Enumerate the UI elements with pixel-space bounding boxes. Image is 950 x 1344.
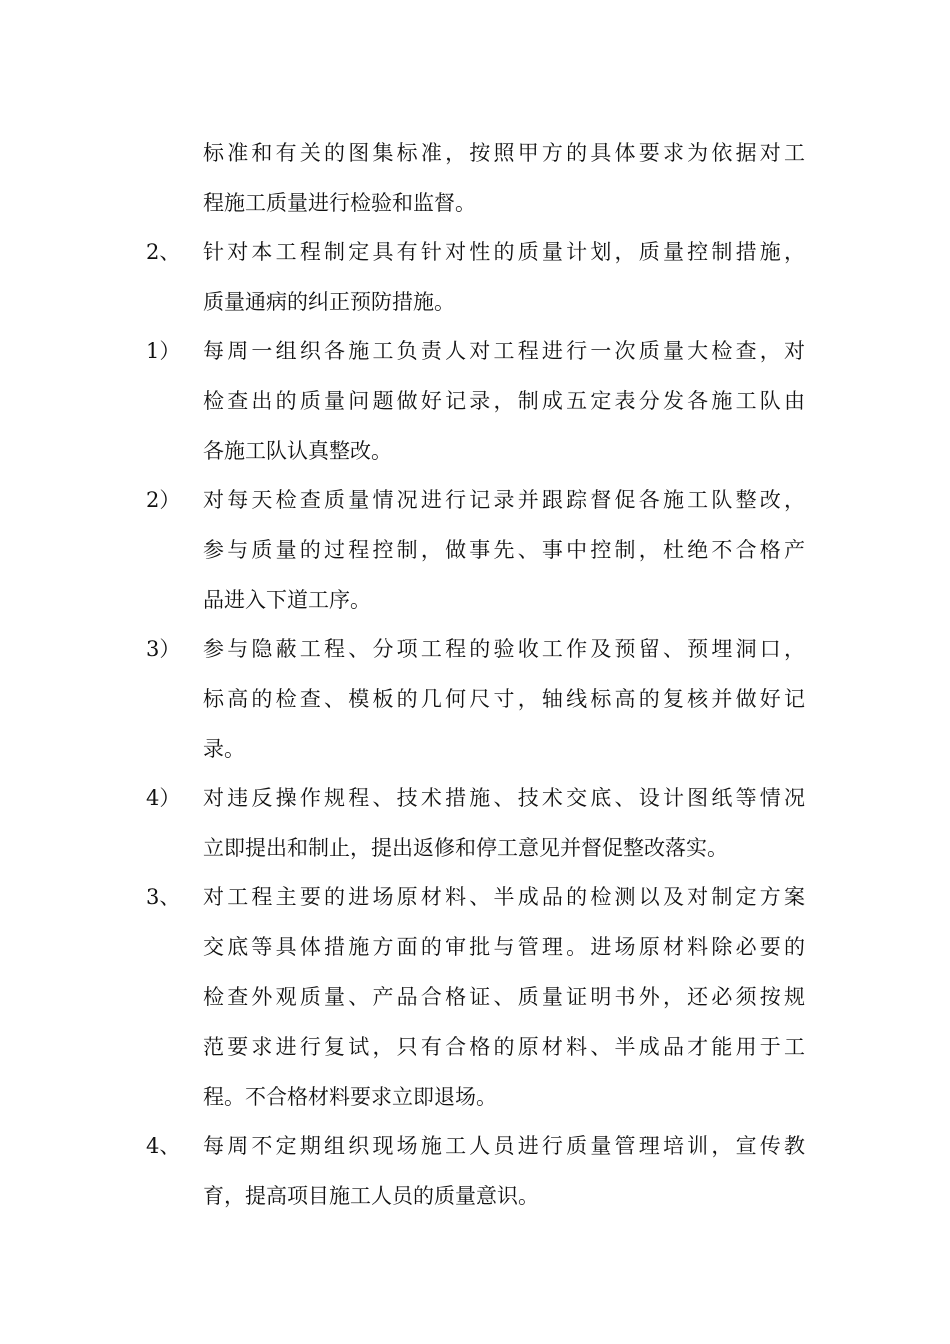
text-line: 程施工质量进行检验和监督。 <box>203 191 476 215</box>
list-number: 3、 <box>146 885 181 909</box>
paragraph-text <box>203 872 805 1122</box>
text-line: 对违反操作规程、技术措施、技术交底、设计图纸等情况 <box>203 786 805 810</box>
text-line: 标准和有关的图集标准，按照甲方的具体要求为依据对工 <box>203 141 805 165</box>
text-line: 交底等具体措施方面的审批与管理。进场原材料除必要的 <box>203 935 805 959</box>
list-number: 2） <box>146 488 181 512</box>
text-line: 对每天检查质量情况进行记录并跟踪督促各施工队整改， <box>203 488 805 512</box>
text-line: 范要求进行复试，只有合格的原材料、半成品才能用于工 <box>203 1035 805 1059</box>
text-line: 每周一组织各施工负责人对工程进行一次质量大检查，对 <box>203 339 805 363</box>
text-line: 对工程主要的进场原材料、半成品的检测以及对制定方案 <box>203 885 805 909</box>
text-line: 检查外观质量、产品合格证、质量证明书外，还必须按规 <box>203 985 805 1009</box>
text-line: 立即提出和制止，提出返修和停工意见并督促整改落实。 <box>203 836 728 860</box>
list-number: 1） <box>146 339 181 363</box>
text-line: 标高的检查、模板的几何尺寸，轴线标高的复核并做好记 <box>203 687 805 711</box>
list-number: 2、 <box>146 240 181 264</box>
paragraph-text <box>203 475 805 625</box>
text-line: 每周不定期组织现场施工人员进行质量管理培训，宣传教 <box>203 1134 805 1158</box>
text-line: 检查出的质量问题做好记录，制成五定表分发各施工队由 <box>203 389 805 413</box>
paragraph-text <box>203 1121 805 1221</box>
paragraph-text <box>203 326 805 476</box>
text-line: 质量通病的纠正预防措施。 <box>203 290 455 314</box>
text-line: 录。 <box>203 737 245 761</box>
list-number: 4） <box>146 786 181 810</box>
paragraph-text <box>203 128 805 228</box>
paragraph-text <box>203 227 805 327</box>
text-line: 参与质量的过程控制，做事先、事中控制，杜绝不合格产 <box>203 538 805 562</box>
list-number: 3） <box>146 637 181 661</box>
paragraph-text <box>203 773 805 873</box>
text-line: 各施工队认真整改。 <box>203 439 392 463</box>
text-line: 程。不合格材料要求立即退场。 <box>203 1085 497 1109</box>
text-line: 参与隐蔽工程、分项工程的验收工作及预留、预埋洞口， <box>203 637 805 661</box>
text-line: 针对本工程制定具有针对性的质量计划，质量控制措施， <box>203 240 805 264</box>
text-line: 育，提高项目施工人员的质量意识。 <box>203 1184 539 1208</box>
text-line: 品进入下道工序。 <box>203 588 371 612</box>
list-number: 4、 <box>146 1134 181 1158</box>
paragraph-text <box>203 624 805 774</box>
